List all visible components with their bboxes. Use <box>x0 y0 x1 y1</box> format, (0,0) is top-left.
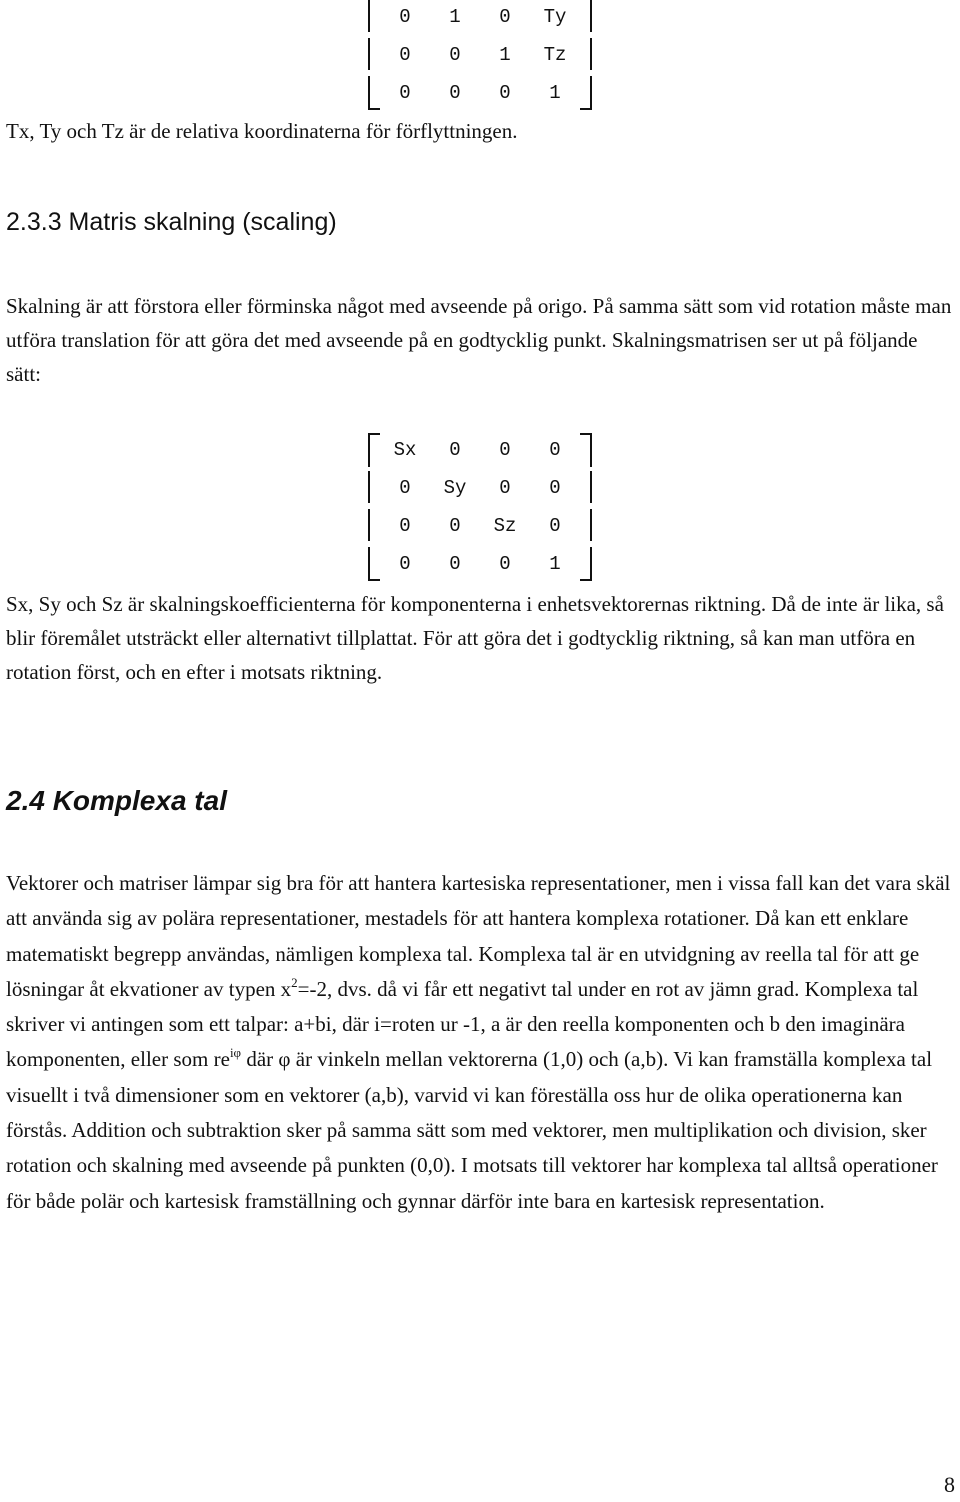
bracket-left <box>368 38 380 70</box>
section-heading-scaling: 2.3.3 Matris skalning (scaling) <box>6 208 337 236</box>
bracket-left <box>368 547 380 581</box>
bracket-left <box>368 471 380 503</box>
matrix-cell: 1 <box>549 553 561 575</box>
bracket-left <box>368 509 380 541</box>
matrix-cell: 0 <box>499 6 511 28</box>
matrix-cell: 0 <box>449 82 461 104</box>
matrix-cell: 0 <box>499 553 511 575</box>
translation-caption: Tx, Ty och Tz är de relativa koordinaterna för förflyttningen. <box>6 119 518 143</box>
matrix-row <box>366 471 596 509</box>
matrix-cell: 0 <box>399 44 411 66</box>
matrix-cell: 1 <box>449 6 461 28</box>
bracket-right <box>580 433 592 467</box>
matrix-row <box>366 433 596 471</box>
matrix-cell: Sz <box>493 515 517 537</box>
matrix-cell: 0 <box>499 477 511 499</box>
bracket-right <box>580 471 592 503</box>
matrix-cell: 0 <box>449 439 461 461</box>
matrix-cell: Tz <box>543 44 567 66</box>
bracket-right <box>580 547 592 581</box>
bracket-left <box>368 0 380 32</box>
matrix-cell: 0 <box>399 6 411 28</box>
matrix-row <box>366 0 596 38</box>
matrix-cell: Sx <box>393 439 417 461</box>
bracket-right <box>580 509 592 541</box>
bracket-right <box>580 0 592 32</box>
complex-paragraph: Vektorer och matriser lämpar sig bra för att hantera kartesiska representationer, men i vissa fall kan det vara skäl att använda sig av polära representationer, mestadels för att hantera komplexa rotationer. Då kan ett enklare matematiskt begrepp användas, nämligen komplexa tal. Komplexa tal är en utvidgning av reella tal för att ge lösningar åt ekvationer av typen $x^2=-2$, dvs. då vi får ett negativt tal under en rot av jämn grad. Komplexa tal skriver vi antingen som ett talpar: a+bi, där i=roten ur -1, a är den reella komponenten och b den imaginära komponenten, eller som $re^{i\varphi}$ där φ är vinkeln mellan vektorerna (1,0) och (a,b). Vi kan framställa komplexa tal visuellt i två dimensioner som en vektorer (a,b), varvid vi kan föreställa oss hur de olika operationerna kan förstås. Addition och subtraktion sker på samma sätt som med vektorer, men multiplikation och division, sker rotation och skalning med avseende på punkten (0,0). I motsats till vektorer har komplexa tal alltså operationer för både polär och kartesisk framställning och gynnar därför inte bara en kartesisk representation. <box>6 871 951 1213</box>
superscript: 2 <box>291 974 298 990</box>
matrix-cell: 1 <box>499 44 511 66</box>
scaling-paragraph: Skalning är att förstora eller förminska något med avseende på origo. På samma sätt som vid rotation måste man utföra translation för att göra det med avseende på en godtycklig punkt. Skalningsmatrisen ser ut på följande sätt: <box>6 294 952 386</box>
matrix-cell: Ty <box>543 6 567 28</box>
matrix-cell: Sy <box>443 477 467 499</box>
matrix-cell: 0 <box>449 515 461 537</box>
matrix-cell: 0 <box>449 44 461 66</box>
matrix-cell: 0 <box>499 82 511 104</box>
matrix-cell: 0 <box>549 439 561 461</box>
matrix-row <box>366 509 596 547</box>
superscript: iφ <box>229 1045 242 1061</box>
matrix-cell: 0 <box>449 553 461 575</box>
matrix-cell: 0 <box>549 515 561 537</box>
bracket-right <box>580 38 592 70</box>
matrix-row <box>366 76 596 114</box>
matrix-cell: 1 <box>549 82 561 104</box>
matrix-cell: 0 <box>399 515 411 537</box>
section-heading-complex: 2.4 Komplexa tal <box>6 785 227 816</box>
matrix-cell: 0 <box>399 82 411 104</box>
bracket-left <box>368 433 380 467</box>
bracket-right <box>580 76 592 110</box>
matrix-cell: 0 <box>499 439 511 461</box>
matrix-cell: 0 <box>399 477 411 499</box>
matrix-cell: 0 <box>399 553 411 575</box>
matrix-row <box>366 547 596 585</box>
scaling-caption: Sx, Sy och Sz är skalningskoefficienterna för komponenterna i enhetsvektorernas riktning. Då de inte är lika, så blir föremålet utsträckt eller alternativt tillplattat. För att göra det i godtycklig riktning, så kan man utföra en rotation först, och en efter i motsats riktning. <box>6 592 944 684</box>
bracket-left <box>368 76 380 110</box>
matrix-row <box>366 38 596 76</box>
page-number: 8 <box>944 1472 955 1497</box>
matrix-cell: 0 <box>549 477 561 499</box>
